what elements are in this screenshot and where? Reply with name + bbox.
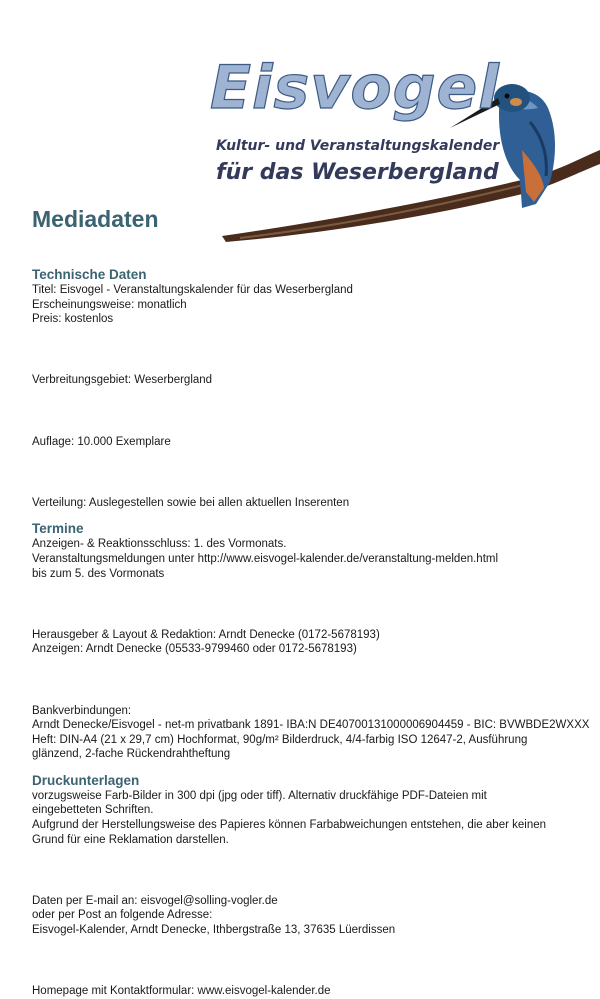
section-technische-daten [32, 266, 597, 510]
text-line: eingebetteten Schriften. [32, 804, 154, 817]
text-line: Erscheinungsweise: monatlich [32, 298, 187, 311]
tagline-line1: Kultur- und Veranstaltungskalender [216, 138, 500, 154]
text-line: glänzend, 2-fache Rückendrahtheftung [32, 748, 231, 761]
text-line: Grund für eine Reklamation darstellen. [32, 833, 229, 846]
blank-line [32, 343, 597, 358]
text-line: Verteilung: Auslegestellen sowie bei allen aktuellen Inserenten [32, 496, 350, 509]
text-line: Bankverbindungen: [32, 704, 132, 717]
text-line: vorzugsweise Farb-Bilder in 300 dpi (jpg oder tiff). Alternativ druckfähige PDF-Dateien mit [32, 789, 487, 802]
text-line: Anzeigen- & Reaktionsschluss: 1. des Vormonats. [32, 538, 287, 551]
text-line: Verbreitungsgebiet: Weserbergland [32, 374, 213, 387]
text-line: Anzeigen: Arndt Denecke (05533-9799460 oder 0172-5678193) [32, 643, 357, 656]
text-line: Daten per E-mail an: eisvogel@solling-vogler.de [32, 894, 278, 907]
blank-line [32, 954, 597, 969]
section-termine [32, 520, 597, 762]
text-line: bis zum 5. des Vormonats [32, 567, 165, 580]
text-line: Auflage: 10.000 Exemplare [32, 435, 171, 448]
section-heading: Termine [32, 521, 84, 537]
section-lines [32, 283, 597, 510]
section-heading: Druckunterlagen [32, 772, 140, 788]
text-line: Veranstaltungsmeldungen unter http://www.eisvogel-kalender.de/veranstaltung-melden.html [32, 552, 499, 565]
section-heading: Technische Daten [32, 267, 147, 282]
header-logo [200, 52, 600, 252]
document-body [32, 266, 597, 999]
text-line: Heft: DIN-A4 (21 x 29,7 cm) Hochformat, 90g/m² Bilderdruck, 4/4-farbig ISO 12647-2, Ausführung [32, 733, 528, 746]
text-line: Aufgrund der Herstellungsweise des Papieres können Farbabweichungen entstehen, die aber keinen [32, 819, 547, 832]
blank-line [32, 465, 597, 480]
section-lines [32, 789, 597, 999]
section-druckunterlagen [32, 772, 597, 999]
text-line: Titel: Eisvogel - Veranstaltungskalender für das Weserbergland [32, 284, 353, 296]
tagline-line2: für das Weserbergland [216, 160, 499, 185]
blank-line [32, 597, 597, 612]
text-line: Arndt Denecke/Eisvogel - net-m privatbank 1891- IBA:N DE40700131000006904459 - BIC: BVWBDE2WXXX [32, 719, 590, 732]
text-line: Herausgeber & Layout & Redaktion: Arndt Denecke (0172-5678193) [32, 628, 380, 641]
blank-line [32, 404, 597, 419]
blank-line [32, 863, 597, 878]
page-title: Mediadaten [32, 206, 159, 232]
text-line: Eisvogel-Kalender, Arndt Denecke, Ithbergstraße 13, 37635 Lüerdissen [32, 924, 396, 937]
text-line: Preis: kostenlos [32, 313, 114, 326]
text-line: oder per Post an folgende Adresse: [32, 909, 213, 922]
brand-wordmark: Eisvogel [210, 53, 500, 123]
text-line: Homepage mit Kontaktformular: www.eisvogel-kalender.de [32, 985, 331, 998]
section-lines [32, 537, 597, 762]
blank-line [32, 673, 597, 688]
